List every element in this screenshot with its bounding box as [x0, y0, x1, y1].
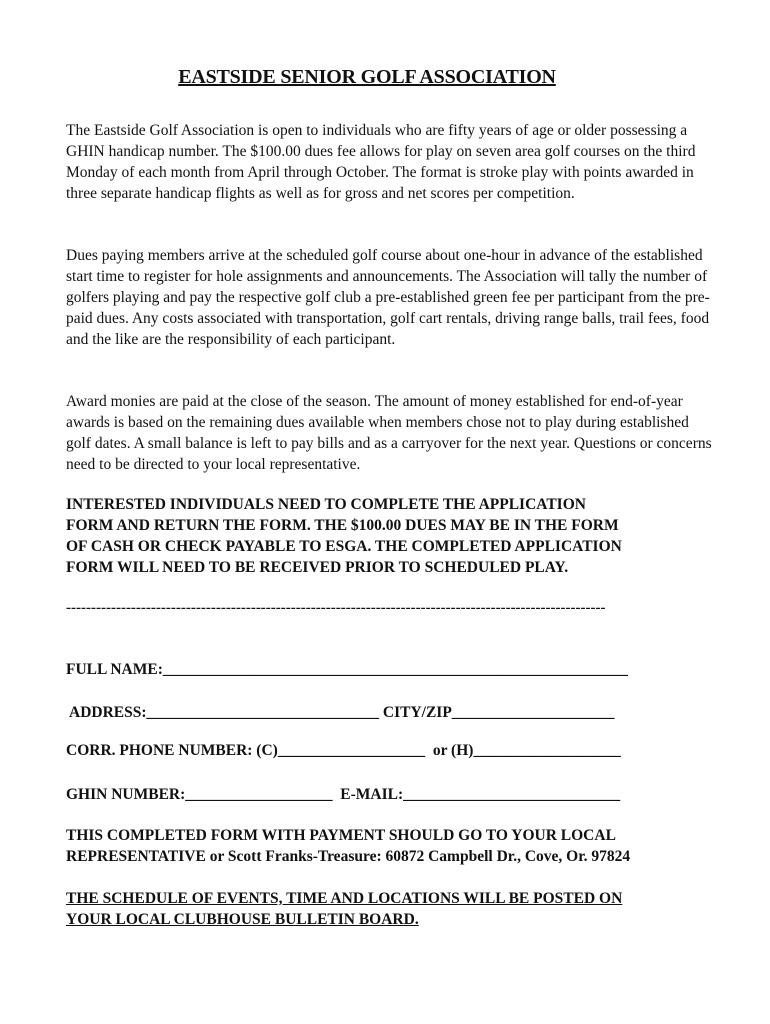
rep-line: REPRESENTATIVE or Scott Franks-Treasure: 60872 Campbell Dr., Cove, Or. 97824 — [66, 848, 631, 865]
schedule-notice — [66, 888, 726, 930]
city-zip-label: CITY/ZIP — [382, 704, 452, 721]
email-field[interactable]: ____________________________ — [403, 786, 621, 803]
address-label: ADDRESS: — [69, 704, 147, 721]
dues-paragraph: Dues paying members arrive at the scheduled golf course about one-hour in advance of the established start time to register for hole assignments and announcements. The Association will tally the number of golfers playing and pay the respective golf club a pre-established green fee per participant from the pre-paid dues. Any costs associated with transportation, golf cart rentals, driving range balls, trail fees, food and the like are the responsibility of each participant. — [66, 247, 710, 348]
city-zip-field[interactable]: _____________________ — [451, 704, 615, 721]
ghin-email-row — [66, 786, 706, 804]
notice-line: FORM WILL NEED TO BE RECEIVED PRIOR TO SCHEDULED PLAY. — [66, 559, 569, 576]
home-phone-field[interactable]: ___________________ — [473, 742, 621, 759]
corr-phone-field[interactable]: ___________________ — [277, 742, 426, 759]
address-field[interactable]: ______________________________ — [146, 704, 380, 721]
application-notice — [66, 494, 716, 578]
notice-line: FORM AND RETURN THE FORM. THE $100.00 DUES MAY BE IN THE FORM — [66, 517, 619, 534]
notice-line: OF CASH OR CHECK PAYABLE TO ESGA. THE COMPLETED APPLICATION — [66, 538, 622, 555]
ghin-field[interactable]: ___________________ — [185, 786, 333, 803]
intro-paragraph: The Eastside Golf Association is open to individuals who are fifty years of age or older possessing a GHIN handicap number. The $100.00 dues fee allows for play on seven area golf courses on the third Monday of each month from April through October. The format is stroke play with points awarded in three separate handicap flights as well as for gross and net scores per competition. — [66, 122, 696, 202]
corr-phone-label: CORR. PHONE NUMBER: (C) — [66, 742, 278, 759]
full-name-label: FULL NAME: — [66, 661, 163, 678]
full-name-row — [66, 661, 706, 679]
cut-line-divider: ------------------------------------------------------------------------------------------------------------ — [66, 600, 606, 616]
home-phone-label: or (H) — [432, 742, 474, 759]
schedule-line: THE SCHEDULE OF EVENTS, TIME AND LOCATIONS WILL BE POSTED ON — [66, 890, 623, 907]
address-row — [69, 704, 709, 722]
full-name-field[interactable]: ____________________________________________________________ — [162, 661, 628, 678]
representative-instructions — [66, 825, 726, 867]
notice-line: INTERESTED INDIVIDUALS NEED TO COMPLETE THE APPLICATION — [66, 496, 586, 513]
rep-line: THIS COMPLETED FORM WITH PAYMENT SHOULD GO TO YOUR LOCAL — [66, 827, 616, 844]
document-title: EASTSIDE SENIOR GOLF ASSOCIATION — [178, 66, 556, 88]
ghin-label: GHIN NUMBER: — [66, 786, 186, 803]
schedule-line: YOUR LOCAL CLUBHOUSE BULLETIN BOARD. — [66, 911, 419, 928]
email-label: E-MAIL: — [340, 786, 404, 803]
awards-paragraph: Award monies are paid at the close of the season. The amount of money established for end-of-year awards is based on the remaining dues available when members chose not to play during established golf dates. A small balance is left to pay bills and as a carryover for the next year. Questions or concerns need to be directed to your local representative. — [66, 393, 712, 473]
phone-row — [66, 742, 706, 760]
